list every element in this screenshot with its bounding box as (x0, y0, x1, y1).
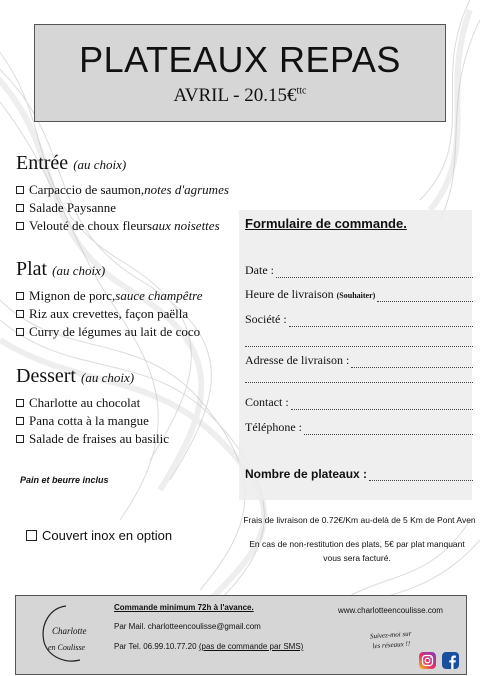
trays-line[interactable] (369, 472, 473, 481)
menu-item[interactable]: Charlotte au chocolat (16, 394, 169, 412)
address-line[interactable] (351, 359, 473, 368)
address-line-2[interactable] (245, 374, 473, 383)
logo-line-2: en Coulisse (48, 643, 86, 652)
section-dessert (16, 365, 169, 448)
menu-item[interactable]: Riz aux crevettes, façon paëlla (16, 305, 203, 323)
delivery-fee-note: Frais de livraison de 0.72€/Km au-delà de 5 Km de Pont Aven (243, 515, 476, 525)
company-extra-line[interactable] (245, 338, 473, 347)
menu-item[interactable]: Curry de légumes au lait de coco (16, 323, 203, 341)
section-title-entree: Entrée (au choix) (16, 152, 127, 174)
trays-field[interactable]: Nombre de plateaux : (245, 467, 473, 481)
footer (15, 595, 467, 675)
checkbox[interactable] (16, 310, 24, 318)
checkbox[interactable] (16, 399, 24, 407)
title-box (34, 24, 446, 122)
menu-item[interactable]: Mignon de porc, sauce champêtre (16, 287, 203, 305)
logo-line-1: Charlotte (52, 626, 87, 636)
menu-item[interactable]: Pana cotta à la mangue (16, 412, 169, 430)
section-entree (16, 152, 229, 235)
delivery-time-line[interactable] (377, 293, 473, 302)
follow-note: Suivez-moi sur les réseaux !! (369, 629, 412, 651)
delivery-time-field[interactable]: Heure de livraison (Souhaiter) (245, 287, 473, 302)
menu-item[interactable]: Velouté de choux fleurs aux noisettes (16, 217, 229, 235)
address-extra-line[interactable] (245, 374, 473, 383)
section-title-dessert: Dessert (au choix) (16, 365, 135, 387)
checkbox[interactable] (16, 328, 24, 336)
checkbox[interactable] (16, 435, 24, 443)
date-field[interactable]: Date : (245, 263, 473, 278)
address-field[interactable]: Adresse de livraison : (245, 353, 473, 368)
instagram-icon[interactable] (419, 652, 436, 669)
menu-item[interactable]: Salade de fraises au basilic (16, 430, 169, 448)
section-title-plat: Plat (au choix) (16, 258, 106, 280)
contact-line[interactable] (291, 401, 473, 410)
contact-field[interactable]: Contact : (245, 395, 473, 410)
section-plat (16, 258, 203, 341)
cutlery-checkbox[interactable] (26, 530, 37, 541)
contact-phone[interactable]: Par Tel. 06.99.10.77.20 (pas de commande par SMS) (114, 642, 304, 651)
company-line[interactable] (289, 318, 473, 327)
page-subtitle: AVRIL - 20.15€$^{ttc}$ (173, 85, 307, 106)
phone-line[interactable] (304, 426, 473, 435)
checkbox[interactable] (16, 204, 24, 212)
company-line-2[interactable] (245, 338, 473, 347)
bread-note: Pain et beurre inclus (20, 475, 109, 485)
cutlery-option[interactable] (26, 528, 172, 543)
restitution-note: En cas de non-restitution des plats, 5€ par plat manquant vous sera facturé. (249, 539, 465, 563)
checkbox[interactable] (16, 292, 24, 300)
date-line[interactable] (276, 269, 473, 278)
contact-mail[interactable]: Par Mail. charlotteencoulisse@gmail.com (114, 622, 261, 631)
facebook-icon[interactable] (442, 652, 459, 669)
charlotte-logo (30, 602, 102, 670)
checkbox[interactable] (16, 222, 24, 230)
menu-item[interactable]: Carpaccio de saumon, notes d'agrumes (16, 181, 229, 199)
checkbox[interactable] (16, 186, 24, 194)
company-field[interactable]: Société : (245, 312, 473, 327)
website-link[interactable]: www.charlotteencoulisse.com (338, 606, 443, 615)
form-title: Formulaire de commande. (245, 216, 407, 231)
menu-item[interactable]: Salade Paysanne (16, 199, 229, 217)
phone-field[interactable]: Téléphone : (245, 420, 473, 435)
cutlery-label: Couvert inox en option (42, 528, 173, 543)
min-order-note: Commande minimum 72h à l'avance. (114, 603, 254, 612)
page-title: PLATEAUX REPAS (79, 39, 401, 80)
checkbox[interactable] (16, 417, 24, 425)
